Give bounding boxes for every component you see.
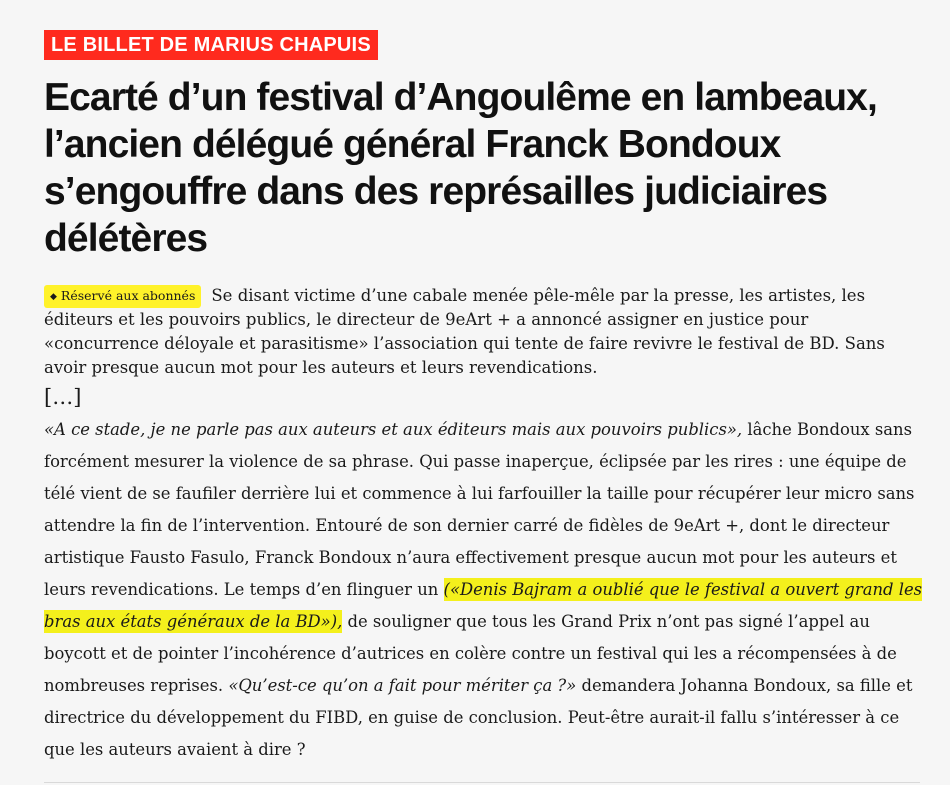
highlight-open-paren: (: [443, 580, 450, 599]
highlight-quote-text: «Denis Bajram a oublié que le festival a ouvert grand les bras aux états généraux de la BD»: [44, 580, 923, 631]
body-text-3: demandera Johanna Bondoux, sa fille et directrice du développement du FIBD, en guise de conclusion. Peut-être aurait-il fallu s’intéresser à ce que les auteurs avaient à dire ?: [44, 676, 913, 759]
article-body-paragraph: [44, 414, 924, 766]
highlight-close-paren: ),: [330, 612, 343, 631]
article-headline: Ecarté d’un festival d’Angoulême en lambeaux, l’ancien délégué général Franck Bondoux s’engouffre dans des représailles judiciaires délétères: [44, 76, 877, 260]
subscriber-diamond-icon: ◆: [50, 292, 57, 302]
article: [44, 30, 924, 766]
subscriber-badge-label: Réservé aux abonnés: [60, 288, 196, 303]
body-quote-bondoux: «A ce stade, je ne parle pas aux auteurs et aux éditeurs mais aux pouvoirs publics»,: [44, 420, 743, 439]
subscriber-badge[interactable]: [44, 285, 201, 308]
body-quote-johanna: «Qu’est-ce qu’on a fait pour mériter ça ?»: [228, 676, 577, 695]
lede-text: Se disant victime d’une cabale menée pêle-mêle par la presse, les artistes, les éditeurs et les pouvoirs publics, le directeur de 9eArt + a annoncé assigner en justice pour «concurrence déloyale et parasitisme» l’association qui tente de faire revivre le festival de BD. Sans avoir presque aucun mot pour les auteurs et leurs revendications.: [44, 286, 885, 377]
body-text-2: de souligner que tous les Grand Prix n’ont pas signé l’appel au boycott et de pointer l’incohérence d’autrices en colère contre un festival qui les a récompensées à de nombreuses reprises.: [44, 612, 897, 695]
article-lede-paragraph: [44, 284, 924, 380]
body-text-1: lâche Bondoux sans forcément mesurer la violence de sa phrase. Qui passe inaperçue, éclipsée par les rires : une équipe de télé vient de se faufiler derrière lui et commence à lui farfouiller la taille pour récupérer leur micro sans attendre la fin de l’intervention. Entouré de son dernier carré de fidèles de 9eArt +, dont le directeur artistique Fausto Fasulo, Franck Bondoux n’aura effectivement presque aucun mot pour les auteurs et leurs revendications. Le temps d’en flinguer un: [44, 420, 915, 599]
truncation-ellipsis: […]: [44, 385, 82, 409]
article-kicker[interactable]: LE BILLET DE MARIUS CHAPUIS: [44, 30, 378, 60]
bottom-divider: [44, 782, 920, 783]
